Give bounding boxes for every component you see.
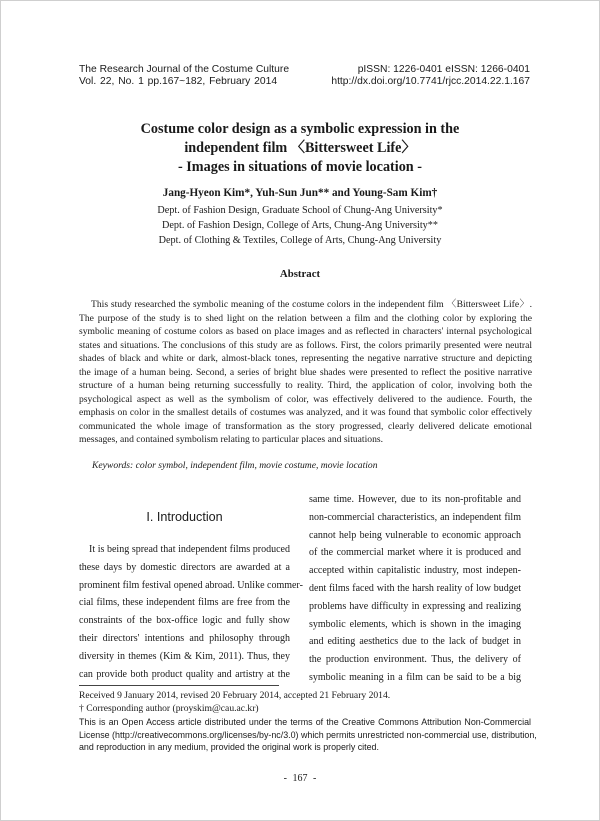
abstract-line: This study researched the symbolic meaning of the costume colors in the independent film 〈Bittersweet Life〉. [91, 299, 532, 310]
abstract-body [79, 298, 532, 447]
body-line: problems have difficulty in expressing and realizing [309, 600, 521, 612]
body-line: cial films, these independent films are free from the [79, 597, 290, 609]
license-line: License (http://creativecommons.org/licenses/by-nc/3.0) which permits unrestricted non-commercial use, distribution, [79, 729, 537, 740]
volume-info: Vol. 22, No. 1 pp.167~182, February 2014 [79, 76, 278, 87]
body-line: of the commercial market where it is produced and [309, 547, 521, 559]
abstract-line: emphasis on color in the smallest details of costumes was analyzed, and it was found that symbolic color effectively [79, 407, 532, 418]
body-line: these days by domestic directors are awarded at a [79, 561, 290, 573]
authors: Jang-Hyeon Kim*, Yuh-Sun Jun** and Young-Sam Kim† [162, 187, 438, 199]
section-heading: I. Introduction [146, 510, 223, 524]
title-line-1: Costume color design as a symbolic expression in the [140, 121, 460, 137]
affiliation-1: Dept. of Fashion Design, Graduate School of Chung-Ang University* [157, 205, 443, 216]
page-number: - 167 - [283, 773, 317, 784]
abstract-line: the image of a human being. Second, a series of bright blue shades were presented to reflect the positive narrative [79, 366, 532, 378]
journal-name: The Research Journal of the Costume Culture [79, 64, 290, 75]
body-line: It is being spread that independent films produced [89, 544, 290, 555]
body-line: non-commercial characteristics, an independent film [309, 511, 521, 523]
body-line: symbolic meaning in a film can be said to be a big [309, 671, 521, 683]
abstract-line: communicated the whole image of transformation as the story progressed, clearly delivered delicate emotional [79, 420, 532, 432]
body-line: the production environment. Thus, the delivery of [309, 654, 521, 666]
abstract-line: messages, and contained symbolism relating to particular places and situations. [79, 434, 383, 445]
abstract-line: shades of black and white or dark, almost-black tones, representing the negative narrative structure and depicting [79, 353, 532, 364]
license-note [79, 716, 537, 754]
license-line: This is an Open Access article distributed under the terms of the Creative Commons Attribution Non-Commercial [79, 717, 531, 727]
corresponding-note: † Corresponding author (proyskim@cau.ac.kr) [79, 703, 259, 714]
body-line: diversity in themes (Kim & Kim, 2011). Thus, they [79, 650, 290, 662]
body-line: dent films faced with the harsh reality of low budget [309, 582, 521, 594]
body-line: prominent film festival opened abroad. Unlike commer- [79, 579, 303, 591]
body-line: constraints of the box-office logic and fully show [79, 615, 290, 627]
left-column [79, 541, 303, 683]
body-line: can provide both product quality and artistry at the [79, 668, 290, 680]
abstract-line: symbolic meaning of costume colors as based on place images and as reflected in characters' internal psychological [79, 326, 532, 337]
body-line: same time. However, due to its non-profitable and [309, 494, 521, 505]
affiliation-3: Dept. of Clothing & Textiles, College of Arts, Chung-Ang University [158, 235, 442, 246]
affiliation-2: Dept. of Fashion Design, College of Arts, Chung-Ang University** [162, 220, 438, 231]
body-line: cannot help being vulnerable to economic approach [309, 529, 521, 541]
title-line-2: independent film 〈Bittersweet Life〉 [184, 140, 416, 156]
doi-link[interactable]: http://dx.doi.org/10.7741/rjcc.2014.22.1.167 [331, 76, 530, 87]
issn: pISSN: 1226-0401 eISSN: 1266-0401 [357, 64, 530, 75]
right-column [309, 491, 521, 687]
body-line: symbolic elements, which is shown in the imaging [309, 618, 521, 630]
body-line: their directors' intentions and philosophy through [79, 632, 290, 644]
abstract-line: states and situations. The conclusions of this study are as follows. First, the colors primarily presented were neutral [79, 339, 532, 351]
abstract-line: The purpose of the study is to shed light on the relation between a film and the clothing color by exploring the [79, 312, 532, 324]
title-line-3: - Images in situations of movie location - [178, 159, 422, 175]
received-note: Received 9 January 2014, revised 20 February 2014, accepted 21 February 2014. [79, 690, 391, 701]
footnote-rule [79, 685, 279, 686]
keywords: Keywords: color symbol, independent film, movie costume, movie location [92, 460, 378, 471]
license-line: and reproduction in any medium, provided the original work is properly cited. [79, 742, 379, 752]
body-line: accepted within capitalistic industry, most indepen- [309, 565, 521, 577]
body-line: and editing aesthetics due to the lack of budget in [309, 636, 521, 648]
abstract-line: structure of a human being returning successfully to reality. Third, the application of color, involving both the [79, 380, 532, 391]
abstract-line: psychological aspect as well as the symbolism of color, was effectively delivered to the audience. Fourth, the [79, 393, 532, 405]
abstract-heading: Abstract [279, 268, 321, 280]
